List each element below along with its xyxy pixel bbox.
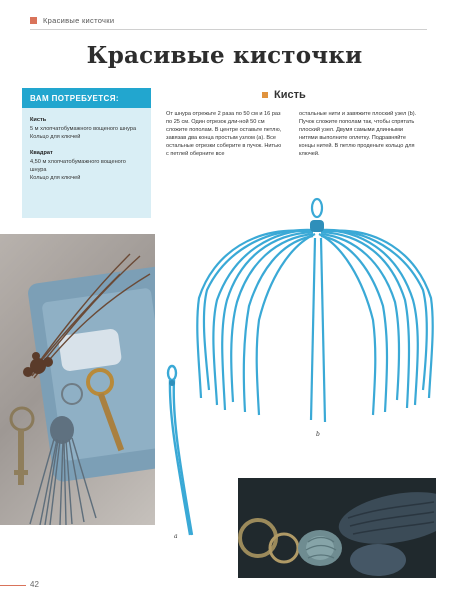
footer-rule <box>0 585 26 586</box>
tassels-photo <box>0 234 155 525</box>
materials-section-title: Кисть <box>30 117 47 123</box>
header-marker <box>30 17 37 24</box>
section-marker <box>262 92 268 98</box>
knot-closeup-photo <box>238 478 436 578</box>
materials-body <box>22 108 151 188</box>
figure-a-cord <box>168 366 192 535</box>
materials-item: Кольцо для ключей <box>30 175 81 181</box>
figure-b-flat-knot <box>310 220 324 232</box>
materials-section-title: Квадрат <box>30 150 53 156</box>
section-title: Кисть <box>274 89 306 101</box>
figure-a-label: a <box>174 533 178 540</box>
running-header <box>30 16 114 25</box>
materials-item: 4,50 м хлопчатобумажного вощеного шнура <box>30 159 126 173</box>
instructions-column-2: остальные нити и завяжите плоский узел (b). Пучок сложите пополам так, чтобы спрятать плоский узел. Двумя самыми длинными нитями выполните оплетку. Подравняйте концы нитей. В петлю проденьте кольцо для ключей. <box>299 111 417 157</box>
page-title: Красивые кисточки <box>86 42 363 69</box>
running-header-text: Красивые кисточки <box>43 16 115 25</box>
materials-heading: ВАМ ПОТРЕБУЕТСЯ: <box>22 88 151 108</box>
materials-box <box>22 88 151 218</box>
materials-item: Кольцо для ключей <box>30 134 81 140</box>
instructions-column-1: От шнура отрежьте 2 раза по 50 см и 16 раз по 25 см. Один отрезок дли-ной 50 см сложите пополам. В центре оставьте петлю, завязав два конца простым узлом (a). Все остальные отрезки соберите в пучок. Нитью с петлей оберните все <box>166 111 282 157</box>
header-rule <box>30 29 427 30</box>
figure-b-bundle <box>197 199 432 422</box>
section-heading <box>262 89 306 101</box>
figure-a-knot <box>169 380 175 386</box>
figure-b-label: b <box>316 431 320 438</box>
materials-item: 5 м хлопчатобумажного вощеного шнура <box>30 126 137 132</box>
page-number: 42 <box>30 580 39 589</box>
